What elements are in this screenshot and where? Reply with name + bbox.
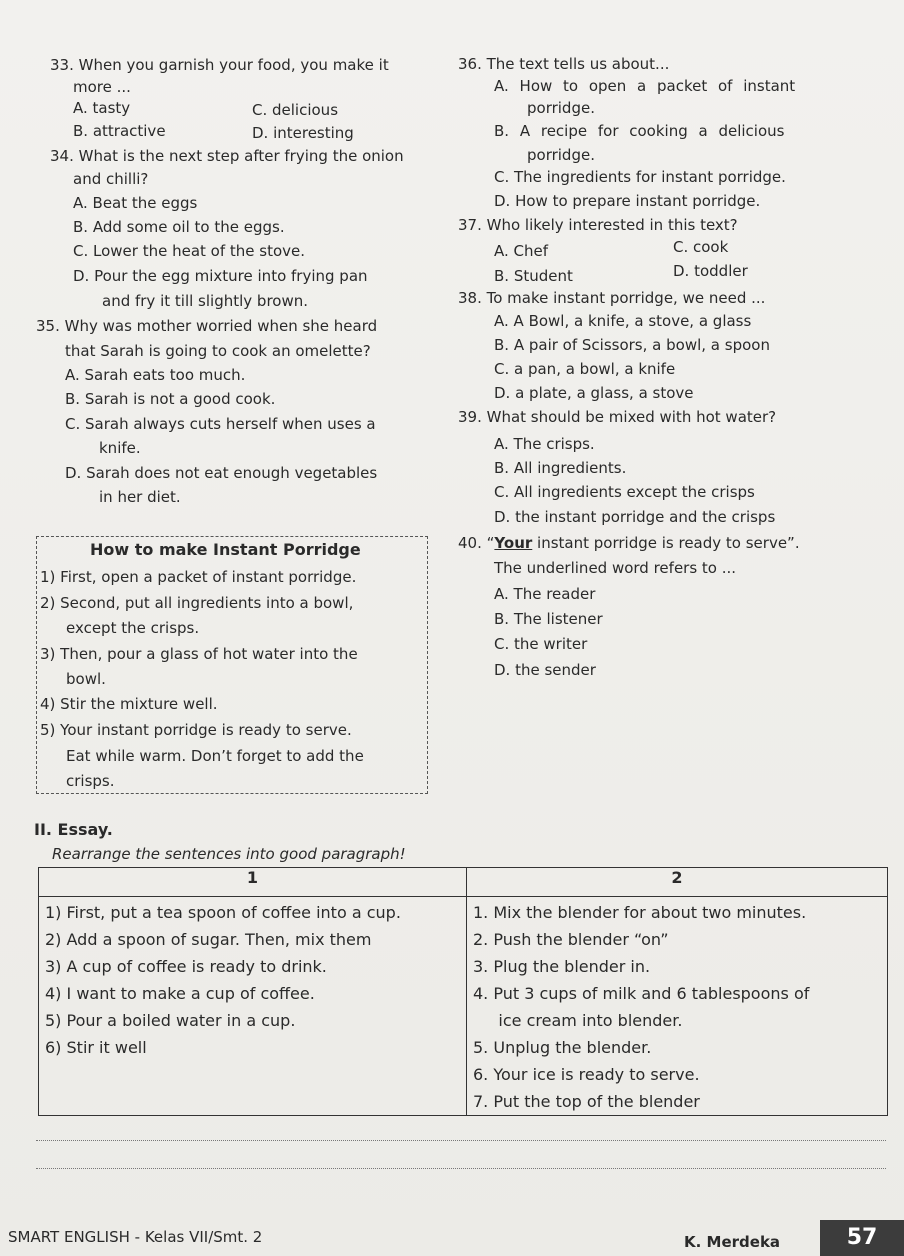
question-37-stem: 37. Who likely interested in this text? [458, 216, 738, 234]
question-34-option-d: D. Pour the egg mixture into frying pan [73, 267, 368, 285]
question-33-option-a: A. tasty [73, 99, 131, 117]
essay-sentence: 3. Plug the blender in. [473, 957, 651, 976]
recipe-step-2: 2) Second, put all ingredients into a bowl, [40, 594, 354, 612]
essay-column-2-header: 2 [467, 868, 888, 897]
essay-sentence: 5) Pour a boiled water in a cup. [45, 1011, 296, 1030]
question-36-option-a-cont: porridge. [527, 99, 595, 117]
essay-column-1-header: 1 [39, 868, 467, 897]
essay-sentence: 3) A cup of coffee is ready to drink. [45, 957, 327, 976]
question-35-option-d-cont: in her diet. [99, 488, 181, 506]
question-35-option-c-cont: knife. [99, 439, 141, 457]
question-36-option-b: B. A recipe for cooking a delicious [494, 122, 785, 140]
question-39-option-d: D. the instant porridge and the crisps [494, 508, 776, 526]
recipe-step-1: 1) First, open a packet of instant porridge. [40, 568, 357, 586]
question-36-option-c: C. The ingredients for instant porridge. [494, 168, 786, 186]
recipe-step-5-cont-2: crisps. [66, 772, 115, 790]
essay-table [38, 867, 888, 1116]
question-35-option-d: D. Sarah does not eat enough vegetables [65, 464, 378, 482]
answer-line [36, 1140, 886, 1141]
question-35-stem-cont: that Sarah is going to cook an omelette? [65, 342, 371, 360]
question-39-option-b: B. All ingredients. [494, 459, 627, 477]
question-34-option-b: B. Add some oil to the eggs. [73, 218, 285, 236]
essay-column-2 [467, 897, 888, 1116]
question-35-stem: 35. Why was mother worried when she heard [36, 317, 378, 335]
essay-sentence: 4) I want to make a cup of coffee. [45, 984, 315, 1003]
question-34-stem: 34. What is the next step after frying the onion [50, 147, 404, 165]
essay-instruction: Rearrange the sentences into good paragraph! [52, 845, 406, 863]
question-37-option-b: B. Student [494, 267, 573, 285]
footer-publisher: K. Merdeka [684, 1233, 781, 1251]
question-38-option-d: D. a plate, a glass, a stove [494, 384, 694, 402]
question-33-option-d: D. interesting [252, 124, 354, 142]
question-33-option-c: C. delicious [252, 101, 339, 119]
question-33-stem: 33. When you garnish your food, you make it [50, 56, 389, 74]
question-38-option-c: C. a pan, a bowl, a knife [494, 360, 676, 378]
question-40-stem [458, 532, 800, 555]
question-39-option-a: A. The crisps. [494, 435, 595, 453]
underlined-word: Your [494, 534, 533, 552]
question-39-stem: 39. What should be mixed with hot water? [458, 408, 777, 426]
question-37-option-c: C. cook [673, 238, 729, 256]
question-34-option-d-cont: and fry it till slightly brown. [102, 292, 309, 310]
essay-sentence: ice cream into blender. [473, 1011, 683, 1030]
question-36-option-d: D. How to prepare instant porridge. [494, 192, 761, 210]
essay-sentence: 4. Put 3 cups of milk and 6 tablespoons of [473, 984, 810, 1003]
question-40-option-c: C. the writer [494, 635, 588, 653]
question-33-option-b: B. attractive [73, 122, 166, 140]
recipe-step-5-cont: Eat while warm. Don’t forget to add the [66, 747, 364, 765]
recipe-step-2-cont: except the crisps. [66, 619, 200, 637]
essay-sentence: 1) First, put a tea spoon of coffee into a cup. [45, 903, 401, 922]
question-40-stem-post: instant porridge is ready to serve”. [532, 534, 800, 552]
essay-sentence: 6. Your ice is ready to serve. [473, 1065, 700, 1084]
question-37-option-a: A. Chef [494, 242, 549, 260]
question-34-option-c: C. Lower the heat of the stove. [73, 242, 306, 260]
question-38-option-a: A. A Bowl, a knife, a stove, a glass [494, 312, 752, 330]
essay-sentence: 2) Add a spoon of sugar. Then, mix them [45, 930, 372, 949]
essay-sentence: 6) Stir it well [45, 1038, 147, 1057]
footer-book-title: SMART ENGLISH - Kelas VII/Smt. 2 [8, 1228, 263, 1246]
question-40-stem-cont: The underlined word refers to ... [494, 559, 737, 577]
recipe-step-3-cont: bowl. [66, 670, 106, 688]
essay-sentence: 1. Mix the blender for about two minutes. [473, 903, 807, 922]
question-40-stem-pre: 40. “ [458, 534, 495, 552]
essay-sentence: 5. Unplug the blender. [473, 1038, 652, 1057]
recipe-step-4: 4) Stir the mixture well. [40, 695, 218, 713]
question-36-stem: 36. The text tells us about... [458, 55, 670, 73]
question-36-option-a: A. How to open a packet of instant [494, 77, 796, 95]
question-38-option-b: B. A pair of Scissors, a bowl, a spoon [494, 336, 770, 354]
page-number: 57 [820, 1220, 904, 1256]
recipe-step-3: 3) Then, pour a glass of hot water into the [40, 645, 358, 663]
question-35-option-b: B. Sarah is not a good cook. [65, 390, 276, 408]
recipe-step-5: 5) Your instant porridge is ready to serve. [40, 721, 352, 739]
question-38-stem: 38. To make instant porridge, we need ... [458, 289, 766, 307]
essay-sentence: 2. Push the blender “on” [473, 930, 669, 949]
recipe-title: How to make Instant Porridge [90, 540, 361, 559]
answer-line [36, 1168, 886, 1169]
question-40-option-a: A. The reader [494, 585, 596, 603]
question-39-option-c: C. All ingredients except the crisps [494, 483, 755, 501]
question-35-option-c: C. Sarah always cuts herself when uses a [65, 415, 376, 433]
essay-sentence: 7. Put the top of the blender [473, 1092, 700, 1111]
essay-column-1 [39, 897, 467, 1116]
question-37-option-d: D. toddler [673, 262, 748, 280]
question-40-option-d: D. the sender [494, 661, 596, 679]
question-35-option-a: A. Sarah eats too much. [65, 366, 246, 384]
essay-heading: II. Essay. [34, 820, 113, 839]
question-36-option-b-cont: porridge. [527, 146, 595, 164]
question-40-option-b: B. The listener [494, 610, 603, 628]
question-34-option-a: A. Beat the eggs [73, 194, 198, 212]
question-33-stem-cont: more ... [73, 78, 131, 96]
question-34-stem-cont: and chilli? [73, 170, 149, 188]
